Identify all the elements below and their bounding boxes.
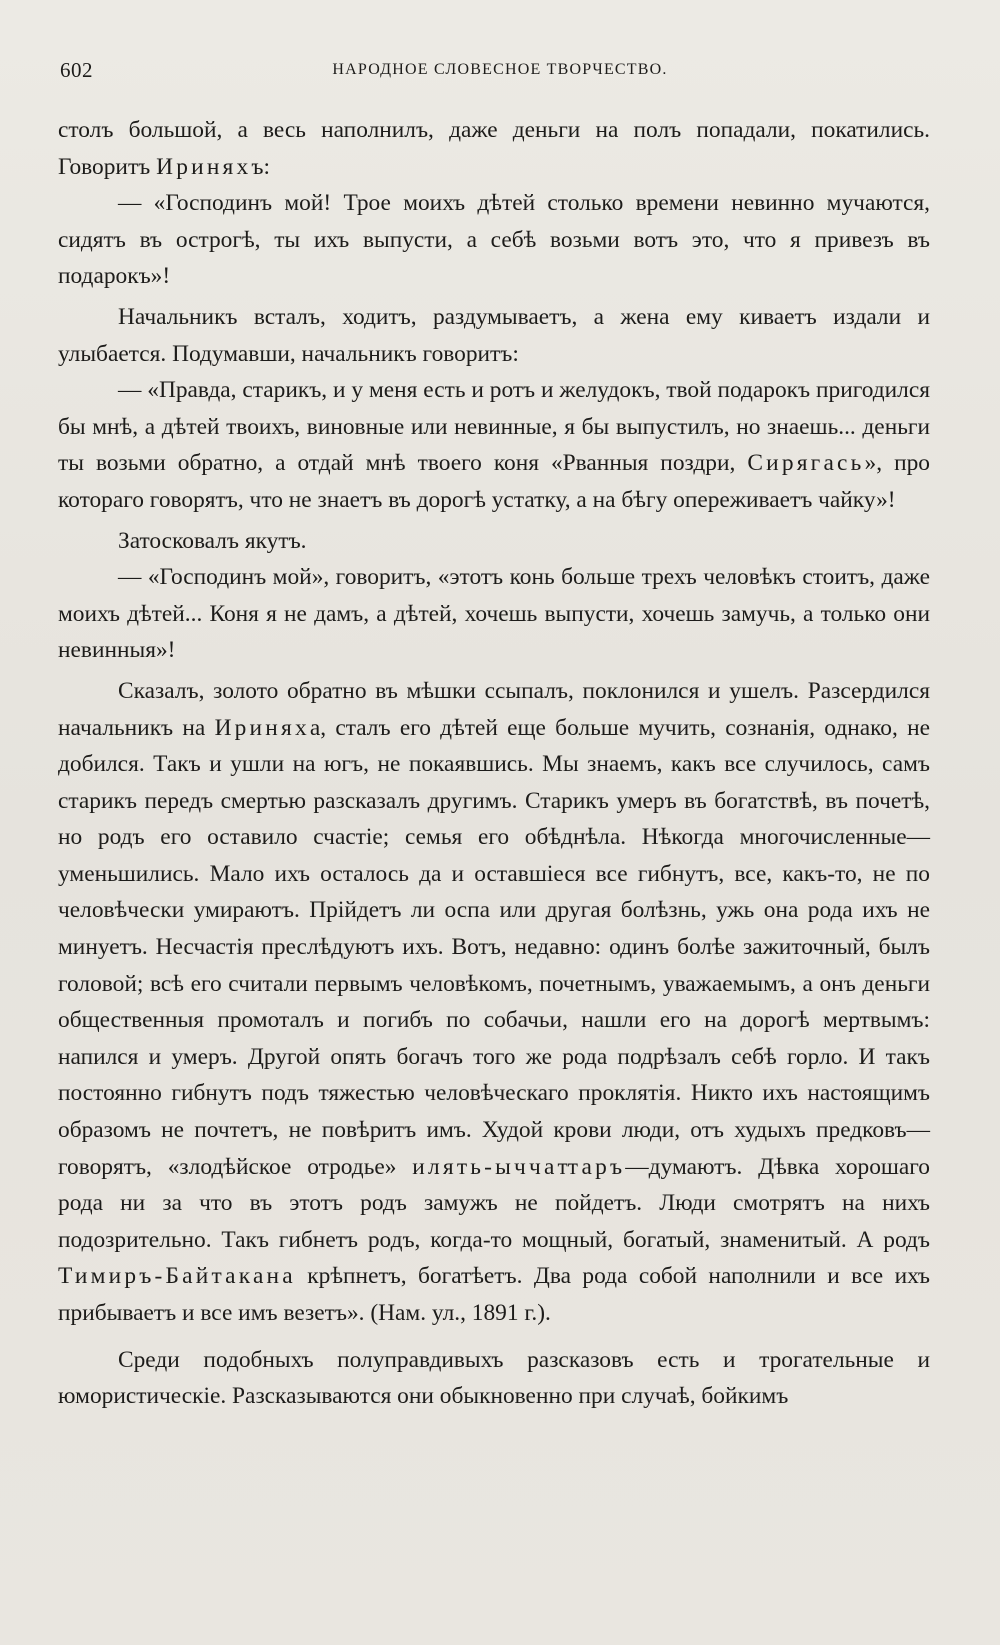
text-run: столъ большой, а весь наполнилъ, даже деньги на полъ попадали, покатились. Говоритъ bbox=[58, 117, 930, 180]
running-title: НАРОДНОЕ СЛОВЕСНОЕ ТВОРЧЕСТВО. bbox=[332, 61, 668, 78]
spaced-term: таръ bbox=[567, 1153, 626, 1180]
spaced-name: Иринях bbox=[156, 153, 252, 180]
paragraph-2 bbox=[58, 185, 930, 295]
text-run: ъ: bbox=[251, 153, 270, 180]
text-run: т bbox=[557, 1153, 568, 1180]
text-body bbox=[58, 112, 930, 1415]
text-run: Сказалъ, золото обратно въ мѣшки ссыпалъ, поклонился и ушелъ. Разсердился начальникъ на bbox=[58, 677, 930, 741]
text-run: », про котораго говорятъ, что не знаетъ въ дорогѣ устатку, а на бѣгу опереживаетъ чайку»! bbox=[58, 450, 930, 513]
paragraph-6 bbox=[58, 559, 930, 669]
text-run: —думаютъ. Дѣвка хорошаго рода ни за что въ этотъ родъ замужъ не пойдетъ. Люди смотрятъ на нихъ подозрительно. Такъ гибнетъ родъ, когда-то мощный, богатый, знаменитый. А родъ bbox=[58, 1153, 931, 1253]
text-run: — «Господинъ мой! Трое моихъ дѣтей столько времени невинно мучаются, сидятъ въ острогѣ, ты ихъ выпусти, а себѣ возьми вотъ это, что я привезъ въ подарокъ»! bbox=[58, 190, 930, 290]
text-run: — «Господинъ мой», говоритъ, «этотъ конь больше трехъ человѣкъ стоитъ, даже моихъ дѣтей... Коня я не дамъ, а дѣтей, хочешь выпусти, хочешь замучь, а только они невинныя»! bbox=[58, 564, 930, 664]
paragraph-8 bbox=[58, 1342, 930, 1415]
text-run: Среди подобныхъ полуправдивыхъ разсказовъ есть и трогательные и юмористическіе. Разсказываются они обыкновенно при случаѣ, бойкимъ bbox=[58, 1346, 930, 1410]
text-run: — «Правда, старикъ, и у меня есть и ротъ и желудокъ, твой подарокъ пригодился бы мнѣ, а дѣтей твоихъ, виновные или невинные, я бы выпустилъ, но знаешь... деньги ты возьми обратно, а отдай мнѣ твоего коня «Рванныя поздри, bbox=[58, 377, 930, 477]
spaced-term: илять-ычча bbox=[412, 1153, 558, 1180]
text-run: а, сталъ его дѣтей еще больше мучить, сознанія, однако, не добился. Такъ и ушли на югъ, не покаявшись. Мы знаемъ, какъ все случилось, самъ старикъ передъ смертью разсказалъ другимъ. Старикъ умеръ въ богатствѣ, въ почетѣ, но родъ его оставило счастіе; семья его обѣднѣла. Нѣкогда многочисленные—уменьшились. Мало ихъ осталось да и оставшіеся все гибнутъ, все, какъ-то, не по человѣчески умираютъ. Прійдетъ ли оспа или другая болѣзнь, ужь она рода ихъ не минуетъ. Несчастія преслѣдуютъ ихъ. Вотъ, недавно: одинъ болѣе зажиточный, былъ головой; всѣ его считали первымъ человѣкомъ, почетнымъ, уважаемымъ, а онъ деньги общественныя промоталъ и погибъ по собачьи, нашли его на дорогѣ мертвымъ: напился и умеръ. Другой опять богачъ того же рода подрѣзалъ себѣ горло. И такъ постоянно гибнутъ подъ тяжестью человѣческаго проклятія. Никто ихъ настоящимъ образомъ не почтетъ, не повѣритъ имъ. Худой крови люди, отъ худыхъ предковъ—говорятъ, «злодѣйское отродье» bbox=[58, 714, 930, 1180]
paragraph-3 bbox=[58, 299, 930, 372]
paragraph-7 bbox=[58, 673, 930, 1332]
paragraph-5 bbox=[58, 523, 930, 560]
text-run: крѣпнетъ, богатѣетъ. Два рода собой наполнили и все ихъ прибываетъ и все имъ везетъ». (Нам. ул., 1891 г.). bbox=[58, 1263, 930, 1326]
running-head bbox=[60, 58, 940, 88]
text-run: Затосковалъ якутъ. bbox=[118, 527, 307, 554]
paragraph-1 bbox=[58, 112, 930, 185]
page-number: 602 bbox=[60, 58, 93, 82]
paragraph-4 bbox=[58, 372, 930, 518]
spaced-name: Сирягась bbox=[747, 450, 865, 477]
spaced-name: Иринях bbox=[214, 714, 310, 741]
spaced-name: Тимиръ-Байтакана bbox=[58, 1263, 296, 1290]
text-run: Начальникъ всталъ, ходитъ, раздумываетъ, а жена ему киваетъ издали и улыбается. Подумавши, начальникъ говоритъ: bbox=[58, 303, 930, 367]
